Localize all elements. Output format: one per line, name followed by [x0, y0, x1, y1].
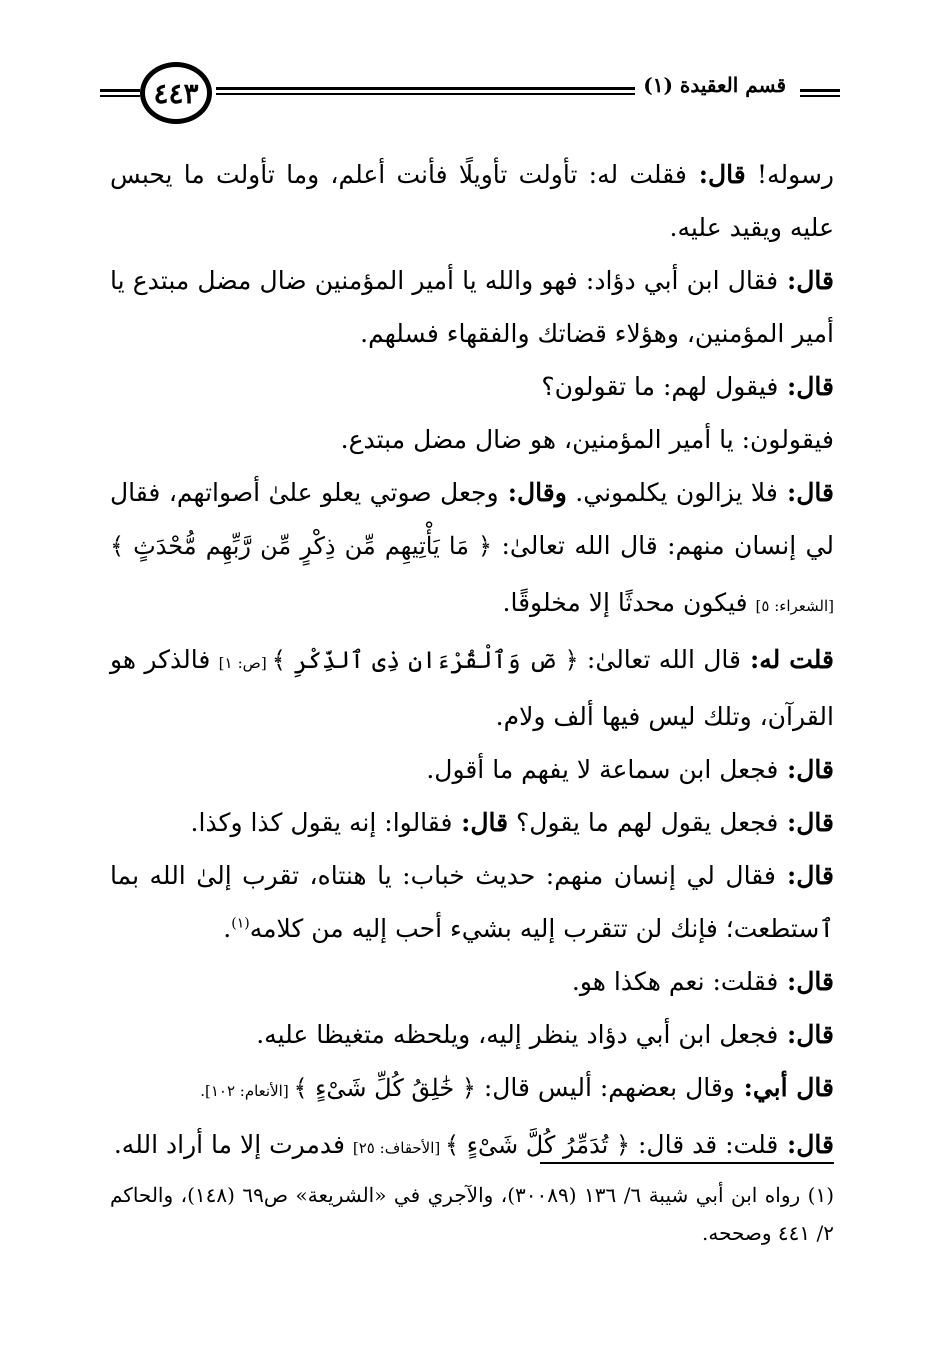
verse-reference: [الأنعام: ١٠٢]. [200, 1082, 294, 1100]
quran-verse: ﴿ صٓ وَٱلْقُرْءَانِ ذِى ٱلذِّكْرِ ﴾ [271, 646, 579, 674]
paragraph [110, 413, 834, 466]
paragraph [110, 955, 834, 1008]
footnote-text: رواه ابن أبي شيبة ٦/ ١٣٦ (٣٠٠٨٩)، والآجري في «الشريعة» ص٦٩ (١٤٨)، والحاكم ٢/ ٤٤١ وصححه. [110, 1183, 834, 1245]
header-rule [800, 89, 840, 92]
text-run: فقالوا: إنه يقول كذا وكذا. [190, 808, 453, 837]
paragraph [110, 633, 834, 743]
speaker-label: قال: [452, 808, 509, 837]
paragraph [110, 1008, 834, 1061]
speaker-label: قال: [778, 755, 834, 784]
quran-verse: ﴿ تُدَمِّرُ كُلَّ شَىْءٍ ﴾ [445, 1131, 631, 1159]
text-run: فقلت له: تأولت تأويلًا فأنت أعلم، وما تأولت ما يحبس عليه ويقيد عليه. [110, 160, 834, 242]
text-run: وقال بعضهم: أليس قال: [475, 1073, 735, 1102]
paragraph [110, 148, 834, 254]
paragraph [110, 849, 834, 955]
speaker-label: قال: [778, 1020, 834, 1049]
quran-verse: ﴿ مَا يَأْتِيهِم مِّن ذِكْرٍ مِّن رَّبِّهِم مُّحْدَثٍ ﴾ [110, 532, 493, 560]
text-run: فيكون محدثًا إلا مخلوقًا. [502, 588, 756, 617]
speaker-label: قال: [778, 967, 834, 996]
header-rule [800, 95, 840, 97]
footnote-marker: (١) [807, 1183, 834, 1207]
text-run: فيقولون: يا أمير المؤمنين، هو ضال مضل مبتدع. [340, 425, 834, 454]
speaker-label: قال: [777, 478, 834, 507]
text-run: قال الله تعالىٰ: [578, 645, 741, 674]
header-rule [100, 95, 140, 97]
speaker-label: قال: [778, 372, 834, 401]
paragraph [110, 796, 834, 849]
speaker-label: قال: [686, 160, 746, 189]
paragraph [110, 1118, 834, 1175]
speaker-label: قال أبي: [734, 1073, 834, 1102]
speaker-label: قال: [778, 266, 834, 295]
text-run: فقال لي إنسان منهم: حديث خباب: يا هنتاه، تقرب إلىٰ الله بما ٱستطعت؛ فإنك لن تتقرب إليه بشيء أحب إليه من كلامه [110, 861, 834, 943]
verse-reference: [الأحقاف: ٢٥] [352, 1139, 446, 1157]
text-run: فقلت: نعم هكذا هو. [571, 967, 779, 996]
paragraph [110, 360, 834, 413]
verse-reference: [الشعراء: ٥] [755, 597, 834, 615]
page-number: ٤٤٣ [140, 62, 212, 124]
text-run: فجعل ابن أبي دؤاد ينظر إليه، ويلحظه متغيظا عليه. [256, 1020, 779, 1049]
verse-reference: [ص: ١] [218, 654, 272, 672]
text-run: . [223, 914, 232, 943]
footnote-ref: (١) [231, 915, 250, 932]
text-run: فالذكر هو القرآن، وتلك ليس فيها ألف ولام. [110, 645, 834, 731]
quran-verse: ﴿ خَٰلِقُ كُلِّ شَىْءٍ ﴾ [293, 1074, 476, 1102]
page-header [100, 62, 840, 132]
paragraph [110, 254, 834, 360]
paragraph [110, 743, 834, 796]
running-title: قسم العقيدة (١) [635, 73, 794, 97]
speaker-label: قلت له: [740, 645, 835, 674]
text-run: فجعل يقول لهم ما يقول؟ [508, 808, 779, 837]
text-run: فجعل ابن سماعة لا يفهم ما أقول. [426, 755, 779, 784]
text-run: رسوله! [745, 160, 834, 189]
speaker-label: قال: [778, 1130, 834, 1159]
footnote [110, 1176, 834, 1252]
text-run: قلت: قد قال: [630, 1130, 779, 1159]
footnote-separator [540, 1162, 834, 1164]
paragraph [110, 466, 834, 633]
speaker-label: قال: [775, 861, 835, 890]
text-run: فدمرت إلا ما أراد الله. [113, 1130, 353, 1159]
text-run: وجعل صوتي يعلو علىٰ أصواتهم، فقال لي إنسان منهم: قال الله تعالىٰ: [110, 478, 834, 560]
speaker-label: وقال: [498, 478, 567, 507]
header-rule [100, 89, 140, 92]
paragraph [110, 1061, 834, 1118]
text-run: فلا يزالون يكلموني. [566, 478, 778, 507]
text-run: فقال ابن أبي دؤاد: فهو والله يا أمير المؤمنين ضال مضل مبتدع يا أمير المؤمنين، وهؤلاء قضاتك والفقهاء فسلهم. [110, 266, 834, 348]
speaker-label: قال: [778, 808, 834, 837]
body-text [110, 148, 834, 1175]
text-run: فيقول لهم: ما تقولون؟ [541, 372, 779, 401]
